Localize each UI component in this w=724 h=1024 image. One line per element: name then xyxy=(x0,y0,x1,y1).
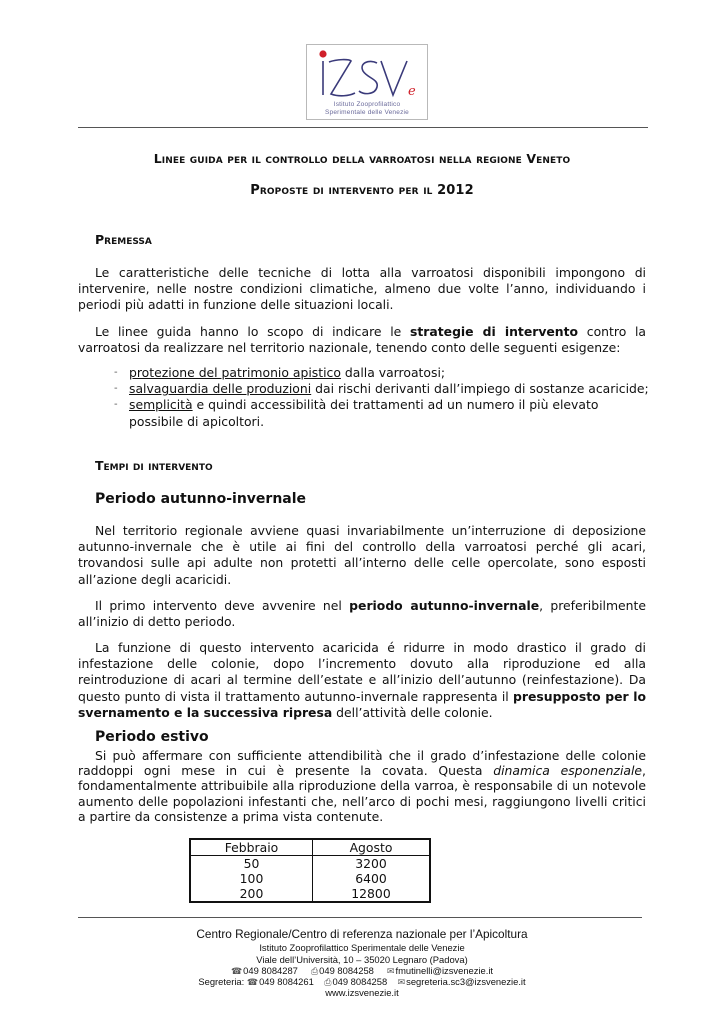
fax-icon: ⎙ xyxy=(310,966,319,976)
footer-email-1[interactable]: fmutinelli@izsvenezie.it xyxy=(395,965,494,976)
izsve-logo-mark xyxy=(307,45,427,101)
footer-fax-2: 049 8084258 xyxy=(332,976,388,987)
izsve-logo xyxy=(306,44,428,120)
paragraph-autunno-1 xyxy=(78,523,646,588)
list-item xyxy=(114,365,650,381)
logo-text-line2: Sperimentale delle Venezie xyxy=(325,109,409,116)
footer-institute: Istituto Zooprofilattico Sperimentale delle Venezie xyxy=(259,942,465,953)
paragraph-autunno-1-text: Nel territorio regionale avviene quasi invariabilmente un’interruzione di deposizione autunno-invernale che è utile ai fini del controllo della varroatosi perché gli acari, trovandosi sulle api adulte non protetti all’interno delle celle opercolate, sono esposti all’azione degli acaricidi. xyxy=(78,523,646,587)
p2-text-c: contro la varroatosi da realizzare nel territorio nazionale, tenendo conto delle seguenti esigenze: xyxy=(78,324,646,356)
footer-website[interactable]: www.izsvenezie.it xyxy=(325,987,399,998)
list-item-underlined: semplicità xyxy=(129,397,193,413)
list-dash: - xyxy=(114,367,118,378)
phone-icon: ☎ xyxy=(230,966,243,976)
logo-red-dot xyxy=(319,50,326,57)
document-subtitle xyxy=(0,183,724,198)
p4-bold: periodo autunno-invernale xyxy=(349,598,540,613)
p5-text-a: La funzione di questo intervento acaricida é ridurre in modo drastico il grado di infestazione delle colonie, dopo l’incremento dovuto alla riproduzione ed alla reintroduzione di acari al termine dell’estate e all’inizio dell’autunno (reinfestazione). Da questo punto di vista il trattamento autunno-invernale rappresenta il xyxy=(78,640,646,704)
phone-icon: ☎ xyxy=(246,977,259,987)
infestation-table xyxy=(189,838,431,903)
list-dash: - xyxy=(114,383,118,395)
p2-bold: strategie di intervento xyxy=(409,324,579,339)
email-icon: ✉ xyxy=(397,977,406,987)
footer-email-2[interactable]: segreteria.sc3@izsvenezie.it xyxy=(406,976,526,987)
list-item-text: e quindi accessibilità dei trattamenti ad un numero il più elevato possibile di apicoltori. xyxy=(129,397,599,429)
table-cell: 50 xyxy=(190,856,313,872)
subheading-estivo: Periodo estivo xyxy=(95,729,209,745)
p2-text-a: Le linee guida hanno lo scopo di indicare le xyxy=(95,324,410,339)
list-item-underlined: salvaguardia delle produzioni xyxy=(129,381,312,397)
email-icon: ✉ xyxy=(386,966,395,976)
document-subtitle-text: Proposte di intervento per il 2012 xyxy=(250,183,474,198)
logo-letters xyxy=(323,60,407,96)
list-dash: - xyxy=(114,399,118,411)
list-item xyxy=(114,397,650,429)
paragraph-estivo xyxy=(78,748,646,824)
table-cell: 3200 xyxy=(355,856,387,871)
table-row xyxy=(190,871,430,886)
footer-centre-name: Centro Regionale/Centro di referenza nazionale per l’Apicoltura xyxy=(196,927,528,941)
table-cell: 200 xyxy=(190,886,313,902)
p6-italic: dinamica esponenziale xyxy=(493,763,643,779)
table-header-agosto: Agosto xyxy=(313,839,431,856)
p4-text-a: Il primo intervento deve avvenire nel xyxy=(95,598,350,613)
list-item-text: dalla varroatosi; xyxy=(340,365,446,380)
p6-text-c: , fondamentalmente attribuibile alla riproduzione della varroa, è responsabile di un notevole aumento delle popolazioni infestanti che, nell’arco di pochi mesi, raggiungono livelli critici a partire da consistenze a prima vista contenute. xyxy=(78,763,646,824)
list-item xyxy=(114,381,650,397)
requirements-list xyxy=(114,365,650,430)
footer-phone-2: 049 8084261 xyxy=(259,976,314,987)
footer-address: Viale dell’Università, 10 – 35020 Legnaro (Padova) xyxy=(256,954,468,965)
table-header-febbraio: Febbraio xyxy=(190,839,313,856)
paragraph-autunno-2 xyxy=(78,598,646,630)
header-rule xyxy=(78,127,648,128)
fax-icon: ⎙ xyxy=(324,977,332,987)
paragraph-autunno-3 xyxy=(78,640,646,721)
table-header-row xyxy=(190,839,430,856)
section-heading-tempi: Tempi di intervento xyxy=(95,458,213,473)
table-cell: 12800 xyxy=(351,886,391,901)
subheading-autunno-invernale: Periodo autunno-invernale xyxy=(95,491,307,507)
paragraph-premessa-2 xyxy=(78,324,646,356)
paragraph-premessa-1 xyxy=(78,265,646,314)
table-row xyxy=(190,886,430,902)
list-item-underlined: protezione del patrimonio apistico xyxy=(129,365,341,380)
logo-e-letter: e xyxy=(408,84,416,99)
footer-rule xyxy=(78,917,642,918)
table-row xyxy=(190,856,430,872)
document-title: Linee guida per il controllo della varroatosi nella regione Veneto xyxy=(153,151,571,166)
list-item-text: dai rischi derivanti dall’impiego di sostanze acaricide; xyxy=(311,381,649,397)
footer-fax-1: 049 8084258 xyxy=(319,965,374,976)
table-cell: 100 xyxy=(190,871,313,886)
p4-text-c: , preferibilmente all’inizio di detto periodo. xyxy=(78,598,646,630)
table-cell: 6400 xyxy=(355,871,387,886)
paragraph-premessa-1-text: Le caratteristiche delle tecniche di lotta alla varroatosi disponibili impongono di intervenire, nelle nostre condizioni climatiche, almeno due volte l’anno, individuando i periodi più adatti in funzione delle situazioni locali. xyxy=(78,265,646,313)
section-heading-premessa: Premessa xyxy=(95,232,152,247)
footer-segreteria-label: Segreteria: xyxy=(198,976,245,987)
p5-bold: presupposto per lo svernamento e la successiva ripresa xyxy=(78,688,646,720)
p6-text-a: Si può affermare con sufficiente attendibilità che il grado d’infestazione delle colonie raddoppi ogni mese in cui è presente la covata. Questa xyxy=(78,748,646,779)
p5-text-c: dell’attività delle colonie. xyxy=(332,704,493,720)
logo-text-line1: Istituto Zooprofilattico xyxy=(333,101,401,108)
footer-phone-1: 049 8084287 xyxy=(243,965,298,976)
